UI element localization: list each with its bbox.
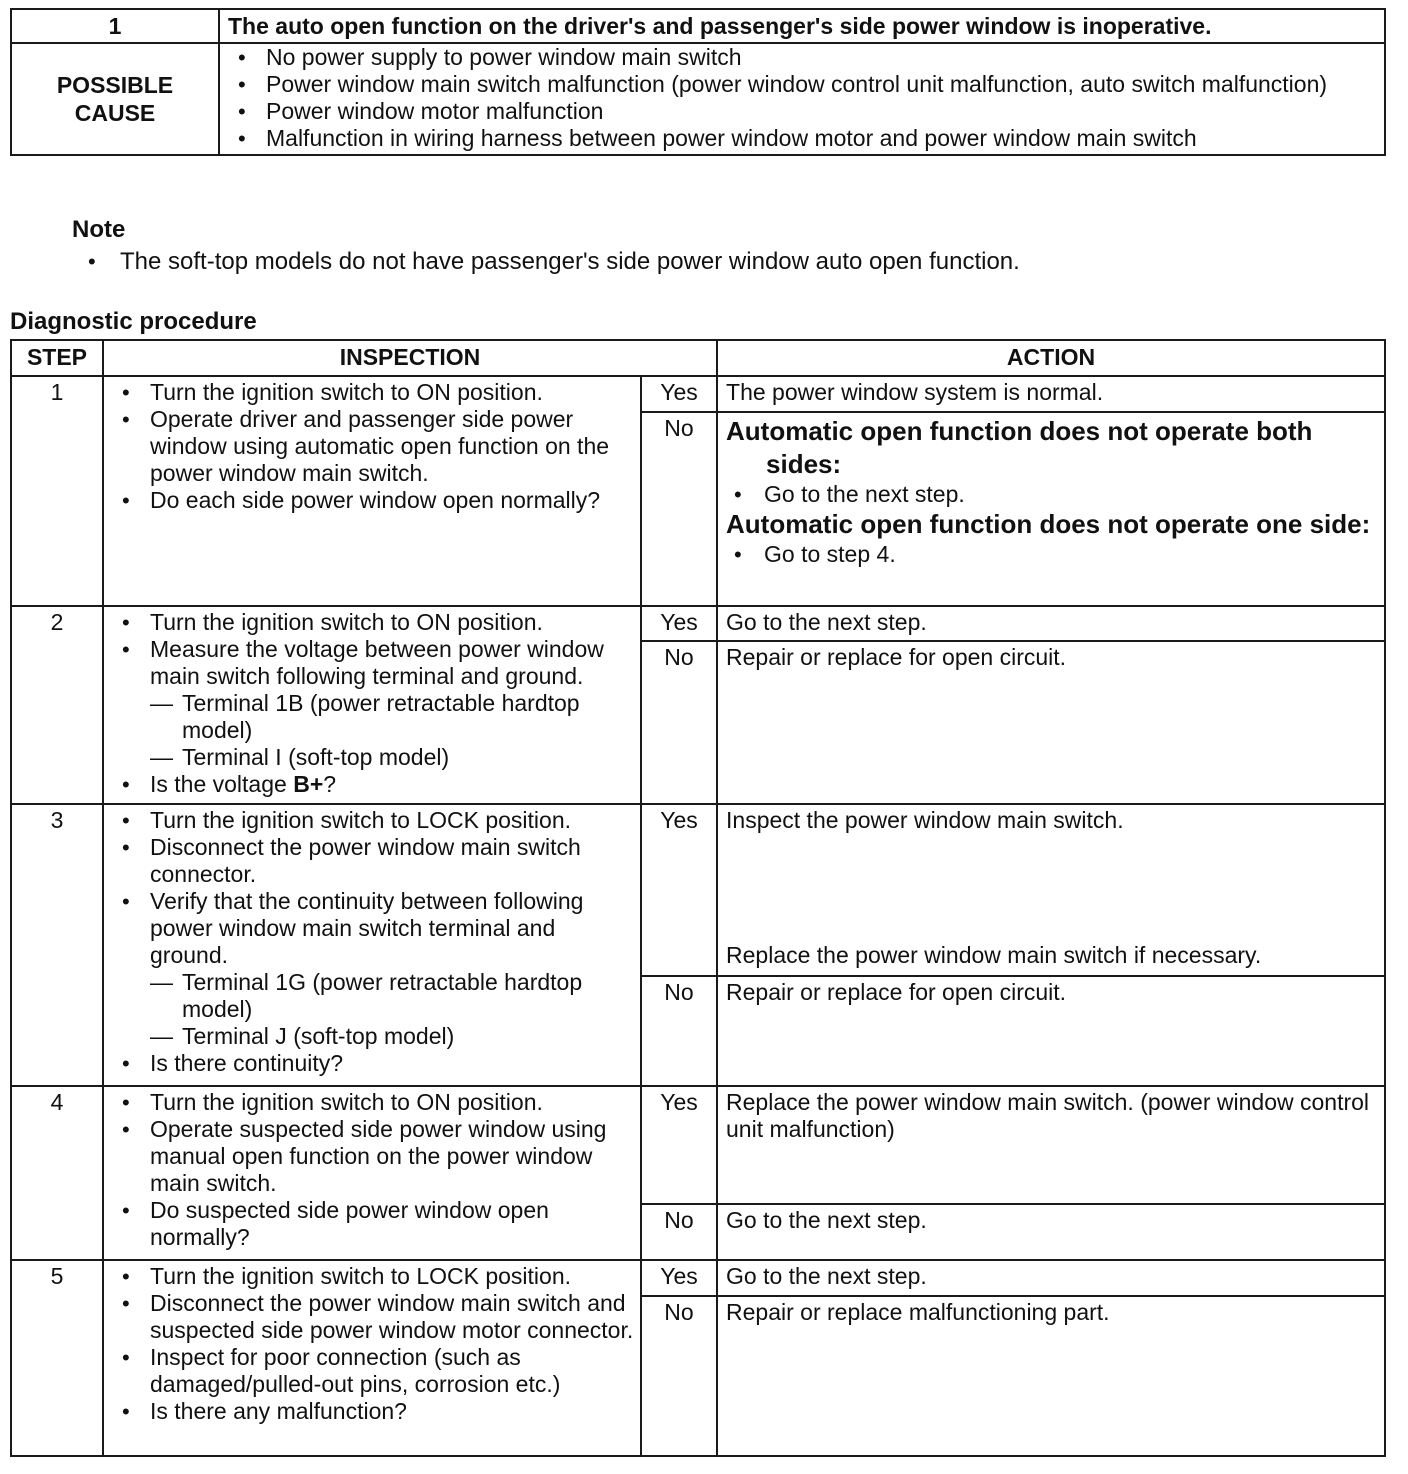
step-number: 2 <box>11 606 103 804</box>
yes-label: Yes <box>641 606 717 641</box>
possible-cause-item: • Malfunction in wiring harness between power window motor and power window main switch <box>220 125 1376 152</box>
diagnostic-title: Diagnostic procedure <box>10 308 257 335</box>
header-action: ACTION <box>717 340 1385 376</box>
possible-cause-row <box>11 43 1385 155</box>
inspection-item: • Do suspected side power window open normally? <box>104 1197 634 1251</box>
no-label: No <box>641 1204 717 1260</box>
step-1-no-action <box>717 412 1385 606</box>
inspection-item: • Do each side power window open normally? <box>104 487 634 514</box>
inspection-item: • Disconnect the power window main switch and suspected side power window motor connector. <box>104 1290 634 1344</box>
possible-cause-label <box>11 43 219 155</box>
step-4-inspection <box>103 1086 641 1260</box>
yes-label: Yes <box>641 1260 717 1296</box>
yes-label: Yes <box>641 376 717 412</box>
yes-action-line: Inspect the power window main switch. <box>726 807 1124 833</box>
possible-cause-label-line1: POSSIBLE <box>56 72 174 98</box>
cause-table <box>10 8 1386 156</box>
inspection-item: • Operate suspected side power window using manual open function on the power window main switch. <box>104 1116 634 1197</box>
cause-header-row <box>11 9 1385 43</box>
yes-label: Yes <box>641 1086 717 1204</box>
possible-cause-item: • No power supply to power window main switch <box>220 44 1376 71</box>
step-2-yes-row <box>11 606 1385 641</box>
possible-cause-item: • Power window main switch malfunction (power window control unit malfunction, auto switch malfunction) <box>220 71 1376 98</box>
step-number: 1 <box>11 376 103 606</box>
step-1-yes-action: The power window system is normal. <box>717 376 1385 412</box>
inspection-item: • Verify that the continuity between following power window main switch terminal and ground. <box>104 888 634 969</box>
inspection-item: • Disconnect the power window main switch connector. <box>104 834 634 888</box>
inspection-item: • Turn the ignition switch to ON position. <box>104 1089 634 1116</box>
no-label: No <box>641 976 717 1086</box>
header-step: STEP <box>11 340 103 376</box>
cause-title: The auto open function on the driver's and passenger's side power window is inoperative. <box>219 9 1385 43</box>
inspection-item: • Is there any malfunction? <box>104 1398 634 1425</box>
voltage-value: B+ <box>293 771 324 797</box>
step-5-no-action: Repair or replace malfunctioning part. <box>717 1296 1385 1456</box>
yes-action-line: Replace the power window main switch if necessary. <box>726 942 1262 968</box>
diagnostic-header-row <box>11 340 1385 376</box>
inspection-item: • Turn the ignition switch to LOCK position. <box>104 807 634 834</box>
step-number: 3 <box>11 804 103 1086</box>
inspection-item: • Is there continuity? <box>104 1050 634 1077</box>
no-label: No <box>641 412 717 606</box>
inspection-item: • Inspect for poor connection (such as damaged/pulled-out pins, corrosion etc.) <box>104 1344 634 1398</box>
step-number: 5 <box>11 1260 103 1456</box>
inspection-text: ? <box>323 771 337 797</box>
step-3-no-action: Repair or replace for open circuit. <box>717 976 1385 1086</box>
note-item: • The soft-top models do not have passenger's side power window auto open function. <box>72 248 1020 275</box>
inspection-item: • Measure the voltage between power window main switch following terminal and ground. <box>104 636 634 690</box>
inspection-subitem: — Terminal J (soft-top model) <box>104 1023 634 1050</box>
step-4-yes-row <box>11 1086 1385 1204</box>
inspection-item: • Turn the ignition switch to LOCK position. <box>104 1263 634 1290</box>
possible-cause-item: • Power window motor malfunction <box>220 98 1376 125</box>
possible-cause-list <box>219 43 1385 155</box>
inspection-subitem: — Terminal I (soft-top model) <box>104 744 634 771</box>
yes-label: Yes <box>641 804 717 976</box>
step-1-yes-row <box>11 376 1385 412</box>
step-2-yes-action: Go to the next step. <box>717 606 1385 641</box>
no-label: No <box>641 641 717 804</box>
inspection-item <box>104 771 634 798</box>
step-3-yes-action <box>717 804 1385 976</box>
step-number: 4 <box>11 1086 103 1260</box>
possible-cause-label-line2: CAUSE <box>74 100 156 126</box>
step-5-yes-row <box>11 1260 1385 1296</box>
step-3-yes-row <box>11 804 1385 976</box>
inspection-item: • Turn the ignition switch to ON position. <box>104 379 634 406</box>
inspection-subitem: — Terminal 1G (power retractable hardtop model) <box>104 969 634 1023</box>
no-action-item: • Go to step 4. <box>726 541 1376 568</box>
inspection-item: • Turn the ignition switch to ON position. <box>104 609 634 636</box>
step-5-inspection <box>103 1260 641 1456</box>
header-inspection: INSPECTION <box>103 340 717 376</box>
step-4-yes-action: Replace the power window main switch. (power window control unit malfunction) <box>717 1086 1385 1204</box>
no-action-heading: Automatic open function does not operate both sides: <box>726 416 1313 479</box>
inspection-item: • Operate driver and passenger side power window using automatic open function on the power window main switch. <box>104 406 634 487</box>
inspection-text: Is the voltage <box>150 771 294 797</box>
cause-number: 1 <box>11 9 219 43</box>
note-title: Note <box>72 216 126 243</box>
inspection-subitem: — Terminal 1B (power retractable hardtop model) <box>104 690 634 744</box>
step-1-inspection <box>103 376 641 606</box>
no-action-item: • Go to the next step. <box>726 481 1376 508</box>
no-action-heading: Automatic open function does not operate one side: <box>726 509 1371 539</box>
step-4-no-action: Go to the next step. <box>717 1204 1385 1260</box>
step-5-yes-action: Go to the next step. <box>717 1260 1385 1296</box>
no-label: No <box>641 1296 717 1456</box>
step-2-inspection <box>103 606 641 804</box>
step-3-inspection <box>103 804 641 1086</box>
diagnostic-table <box>10 339 1386 1457</box>
note-list <box>72 248 1020 275</box>
step-2-no-action: Repair or replace for open circuit. <box>717 641 1385 804</box>
